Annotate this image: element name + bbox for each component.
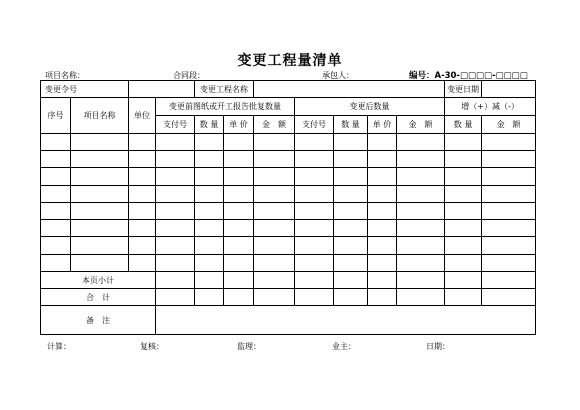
before-pay-no-header: 支付号 (156, 115, 195, 133)
table-cell[interactable] (397, 168, 445, 185)
table-cell[interactable] (41, 254, 71, 271)
table-cell[interactable] (254, 133, 295, 150)
table-cell[interactable] (224, 151, 254, 168)
table-cell[interactable] (71, 151, 129, 168)
table-cell[interactable] (71, 237, 129, 254)
before-amount-header: 金 额 (254, 115, 295, 133)
table-cell[interactable] (129, 237, 156, 254)
change-date-field[interactable] (482, 81, 536, 98)
table-cell[interactable] (224, 202, 254, 219)
table-cell[interactable] (195, 289, 224, 306)
table-cell[interactable] (397, 237, 445, 254)
table-cell[interactable] (334, 185, 368, 202)
table-cell[interactable] (41, 185, 71, 202)
table-cell[interactable] (397, 185, 445, 202)
change-order-no-label: 变更令号 (41, 81, 129, 98)
table-cell[interactable] (368, 254, 397, 271)
table-cell[interactable] (129, 185, 156, 202)
table-cell[interactable] (397, 151, 445, 168)
change-project-name-label: 变更工程名称 (195, 81, 254, 98)
table-cell[interactable] (254, 271, 295, 288)
after-amount-header: 金 额 (397, 115, 445, 133)
after-unit-price-header: 单 价 (368, 115, 397, 133)
table-cell[interactable] (254, 185, 295, 202)
table-cell[interactable] (368, 289, 397, 306)
remarks-label: 备 注 (41, 306, 156, 335)
table-cell[interactable] (254, 151, 295, 168)
table-cell[interactable] (254, 289, 295, 306)
table-cell[interactable] (482, 237, 536, 254)
table-cell[interactable] (224, 133, 254, 150)
owner-label: 业主： (332, 342, 356, 351)
supervisor-label: 监理： (237, 342, 261, 351)
table-cell[interactable] (334, 168, 368, 185)
before-group-header: 变更前图纸或开工报告批复数量 (156, 98, 295, 115)
diff-group-header: 增（+）减（-） (445, 98, 536, 115)
table-cell[interactable] (156, 133, 195, 150)
table-cell[interactable] (445, 133, 482, 150)
change-project-name-field[interactable] (254, 81, 445, 98)
table-cell[interactable] (41, 168, 71, 185)
header-row-1 (41, 98, 536, 115)
table-cell[interactable] (334, 237, 368, 254)
project-name-label: 项目名称： (45, 71, 85, 80)
table-cell[interactable] (368, 168, 397, 185)
table-cell[interactable] (482, 185, 536, 202)
table-cell[interactable] (295, 151, 334, 168)
table-cell[interactable] (482, 202, 536, 219)
table-cell[interactable] (195, 168, 224, 185)
table-cell[interactable] (445, 151, 482, 168)
table-cell[interactable] (368, 271, 397, 288)
unit-header: 单位 (129, 98, 156, 134)
table-cell[interactable] (195, 133, 224, 150)
table-cell[interactable] (129, 168, 156, 185)
table-cell[interactable] (368, 151, 397, 168)
table-cell[interactable] (195, 151, 224, 168)
data-row (41, 254, 536, 271)
table-cell[interactable] (295, 185, 334, 202)
form-code: 编号：A-30-□□□□-□□□□ (409, 71, 528, 81)
table-cell[interactable] (224, 289, 254, 306)
table-cell[interactable] (156, 271, 195, 288)
table-cell[interactable] (334, 202, 368, 219)
table-cell[interactable] (156, 185, 195, 202)
table-cell[interactable] (156, 289, 195, 306)
contract-section-label: 合同段： (173, 71, 205, 80)
table-cell[interactable] (397, 254, 445, 271)
table-cell[interactable] (195, 185, 224, 202)
page-title: 变更工程量清单 (237, 53, 343, 69)
table-cell[interactable] (445, 168, 482, 185)
table-cell[interactable] (129, 133, 156, 150)
table-cell[interactable] (368, 185, 397, 202)
remarks-row (41, 306, 536, 335)
table-cell[interactable] (482, 289, 536, 306)
table-cell[interactable] (445, 237, 482, 254)
table-cell[interactable] (71, 185, 129, 202)
table-cell[interactable] (334, 271, 368, 288)
before-unit-price-header: 单 价 (224, 115, 254, 133)
data-row (41, 151, 536, 168)
table-cell[interactable] (254, 254, 295, 271)
info-row (41, 81, 536, 98)
remarks-field[interactable] (156, 306, 536, 335)
after-quantity-header: 数 量 (334, 115, 368, 133)
table-cell[interactable] (41, 237, 71, 254)
data-row (41, 220, 536, 237)
calc-label: 计算： (47, 342, 71, 351)
total-row (41, 289, 536, 306)
table-cell[interactable] (334, 254, 368, 271)
table-cell[interactable] (334, 133, 368, 150)
table-cell[interactable] (156, 220, 195, 237)
table-cell[interactable] (41, 133, 71, 150)
table-cell[interactable] (482, 133, 536, 150)
table-cell[interactable] (41, 220, 71, 237)
table-cell[interactable] (254, 202, 295, 219)
diff-amount-header: 金 额 (482, 115, 536, 133)
before-quantity-header: 数 量 (195, 115, 224, 133)
page-subtotal-row (41, 271, 536, 288)
table-cell[interactable] (445, 289, 482, 306)
table-cell[interactable] (129, 220, 156, 237)
table-cell[interactable] (41, 202, 71, 219)
table-cell[interactable] (445, 185, 482, 202)
table-cell[interactable] (224, 185, 254, 202)
table-cell[interactable] (71, 202, 129, 219)
item-name-header: 项目名称 (71, 98, 129, 134)
table-cell[interactable] (397, 289, 445, 306)
table-cell[interactable] (334, 289, 368, 306)
table-cell[interactable] (224, 168, 254, 185)
data-row (41, 168, 536, 185)
table-cell[interactable] (334, 220, 368, 237)
data-row (41, 133, 536, 150)
table-cell[interactable] (224, 220, 254, 237)
page-subtotal-label: 本页小计 (41, 271, 156, 288)
diff-quantity-header: 数 量 (445, 115, 482, 133)
table-cell[interactable] (156, 202, 195, 219)
contractor-label: 承包人： (322, 71, 354, 80)
table-cell[interactable] (71, 168, 129, 185)
table-cell[interactable] (224, 254, 254, 271)
table-cell[interactable] (445, 271, 482, 288)
table-cell[interactable] (368, 133, 397, 150)
table-cell[interactable] (397, 220, 445, 237)
table-cell[interactable] (224, 271, 254, 288)
table-cell[interactable] (195, 220, 224, 237)
table-cell[interactable] (397, 202, 445, 219)
table-cell[interactable] (156, 151, 195, 168)
table-cell[interactable] (129, 254, 156, 271)
data-row (41, 237, 536, 254)
after-pay-no-header: 支付号 (295, 115, 334, 133)
table-cell[interactable] (195, 202, 224, 219)
table-cell[interactable] (129, 151, 156, 168)
table-cell[interactable] (295, 237, 334, 254)
table-cell[interactable] (195, 254, 224, 271)
table-cell[interactable] (482, 168, 536, 185)
after-group-header: 变更后数量 (295, 98, 445, 115)
date-label: 日期： (426, 342, 450, 351)
data-row (41, 185, 536, 202)
table-cell[interactable] (295, 289, 334, 306)
change-order-no-field[interactable] (129, 81, 195, 98)
table-cell[interactable] (482, 271, 536, 288)
change-quantity-table (40, 80, 536, 335)
table-cell[interactable] (156, 254, 195, 271)
table-cell[interactable] (295, 133, 334, 150)
table-cell[interactable] (445, 202, 482, 219)
table-cell[interactable] (71, 220, 129, 237)
seq-header: 序号 (41, 98, 71, 134)
table-cell[interactable] (397, 133, 445, 150)
table-cell[interactable] (254, 220, 295, 237)
review-label: 复核： (140, 342, 164, 351)
table-cell[interactable] (224, 237, 254, 254)
table-cell[interactable] (156, 237, 195, 254)
table-cell[interactable] (482, 220, 536, 237)
table-cell[interactable] (254, 237, 295, 254)
data-row (41, 202, 536, 219)
table-cell[interactable] (295, 168, 334, 185)
table-cell[interactable] (482, 151, 536, 168)
table-cell[interactable] (295, 202, 334, 219)
total-label: 合 计 (41, 289, 156, 306)
table-cell[interactable] (334, 151, 368, 168)
table-cell[interactable] (129, 202, 156, 219)
table-cell[interactable] (71, 254, 129, 271)
table-cell[interactable] (195, 271, 224, 288)
table-cell[interactable] (295, 220, 334, 237)
table-cell[interactable] (368, 202, 397, 219)
table-cell[interactable] (482, 254, 536, 271)
table-cell[interactable] (445, 220, 482, 237)
table-cell[interactable] (71, 133, 129, 150)
table-cell[interactable] (397, 271, 445, 288)
table-cell[interactable] (295, 271, 334, 288)
table-cell[interactable] (195, 237, 224, 254)
table-cell[interactable] (41, 151, 71, 168)
table-cell[interactable] (156, 168, 195, 185)
change-date-label: 变更日期 (445, 81, 482, 98)
table-cell[interactable] (368, 237, 397, 254)
table-cell[interactable] (295, 254, 334, 271)
table-cell[interactable] (254, 168, 295, 185)
table-cell[interactable] (445, 254, 482, 271)
table-cell[interactable] (368, 220, 397, 237)
